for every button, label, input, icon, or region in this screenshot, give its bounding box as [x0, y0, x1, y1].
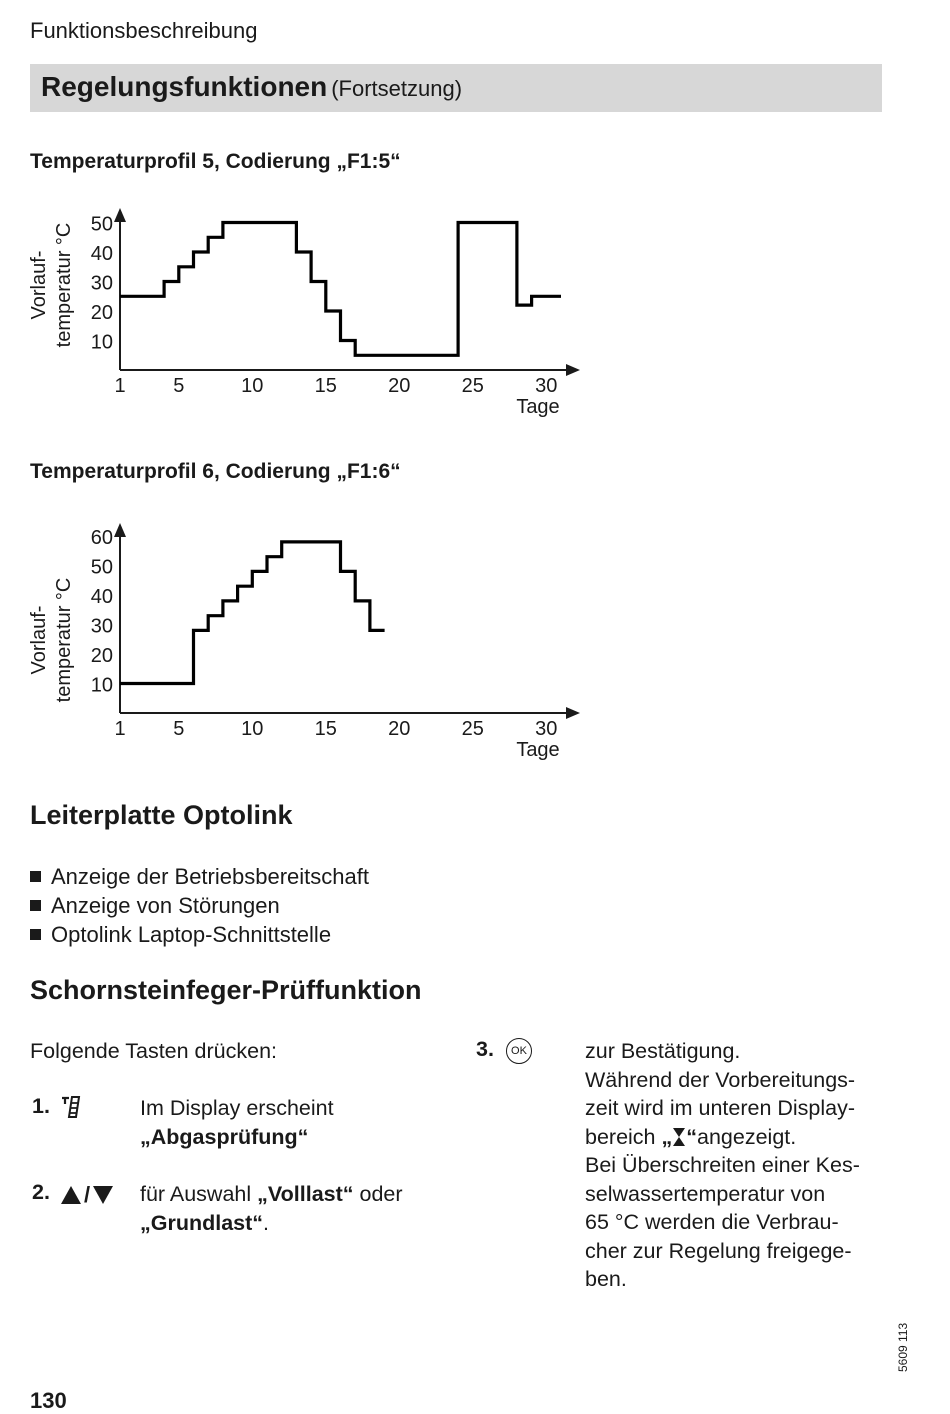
chimney-heading: Schornsteinfeger-Prüffunktion	[30, 975, 422, 1005]
y-tick-label: 50	[90, 213, 113, 236]
x-tick-label: 15	[314, 718, 337, 740]
optolink-heading: Leiterplatte Optolink	[30, 800, 293, 830]
section-title-suffix: (Fortsetzung)	[331, 76, 463, 101]
step1-number: 1.	[32, 1094, 50, 1118]
temperature-profile-line	[120, 542, 385, 684]
y-axis-label-line1: Vorlauf-	[28, 605, 50, 675]
x-tick-label: 10	[241, 718, 264, 740]
running-header: Funktionsbeschreibung	[30, 18, 258, 43]
y-axis-label-line2: temperatur °C	[53, 222, 75, 348]
list-item: Anzeige der Betriebsbereitschaft	[30, 862, 369, 891]
step2-text: für Auswahl „Volllast“ oder „Grundlast“.	[140, 1182, 403, 1235]
arrow-up-icon	[60, 1185, 82, 1205]
x-tick-label: 15	[314, 375, 337, 397]
y-axis-label-line1: Vorlauf-	[28, 250, 50, 320]
step2-keys: /	[60, 1182, 114, 1208]
y-tick-label: 40	[90, 243, 113, 265]
y-tick-label: 30	[90, 615, 113, 638]
x-axis-arrow-icon	[566, 707, 580, 719]
x-tick-label: 5	[173, 375, 185, 397]
x-tick-label: 25	[461, 718, 484, 740]
x-tick-label: 1	[114, 718, 126, 740]
chimney-sweep-key-icon	[60, 1095, 82, 1119]
y-tick-label: 60	[90, 527, 113, 549]
arrow-down-icon	[92, 1185, 114, 1205]
list-item: Optolink Laptop-Schnittstelle	[30, 920, 369, 949]
chimney-intro: Folgende Tasten drücken:	[30, 1039, 278, 1063]
y-axis-arrow-icon	[114, 523, 126, 537]
step2-number: 2.	[32, 1180, 50, 1204]
x-tick-label: 30	[535, 375, 558, 397]
profile5-heading: Temperaturprofil 5, Codierung „F1:5“	[30, 150, 401, 173]
x-axis-arrow-icon	[566, 364, 580, 376]
y-tick-label: 20	[90, 302, 113, 324]
profile5-chart	[0, 200, 600, 425]
bullet-icon	[30, 871, 41, 882]
y-tick-label: 10	[90, 674, 113, 697]
list-item: Anzeige von Störungen	[30, 891, 369, 920]
y-tick-label: 20	[90, 645, 113, 667]
bullet-icon	[30, 929, 41, 940]
section-title: Regelungsfunktionen	[41, 71, 328, 102]
y-tick-label: 40	[90, 586, 113, 608]
step1-text: Im Display erscheint „Abgasprüfung“	[140, 1096, 334, 1149]
x-tick-label: 25	[461, 375, 484, 397]
ok-key-icon: OK	[506, 1038, 532, 1064]
x-tick-label: 1	[114, 375, 126, 397]
x-tick-label: 5	[173, 718, 185, 740]
y-axis-label-line2: temperatur °C	[53, 577, 75, 703]
x-axis-label: Tage	[516, 396, 560, 418]
bullet-icon	[30, 900, 41, 911]
x-tick-label: 10	[241, 375, 264, 397]
hourglass-icon	[672, 1127, 686, 1147]
x-tick-label: 30	[535, 718, 558, 740]
document-code: 5609 113	[896, 1322, 910, 1372]
page-number: 130	[30, 1388, 67, 1413]
section-title-bar	[30, 64, 882, 112]
x-axis-label: Tage	[516, 739, 560, 761]
step3-text: zur Bestätigung. Während der Vorbereitungs- zeit wird im unteren Display- bereich „ “angezeigt. Bei Überschreiten einer Kes- selwassertemperatur von 65 °C werden die Verbrau- cher zur Regelung freigege- ben.	[585, 1039, 860, 1291]
step3-number: 3.	[476, 1037, 494, 1061]
y-tick-label: 50	[90, 556, 113, 579]
x-tick-label: 20	[388, 375, 411, 397]
temperature-profile-line	[120, 223, 561, 356]
profile6-chart	[0, 515, 600, 765]
y-axis-arrow-icon	[114, 208, 126, 222]
y-tick-label: 10	[90, 331, 113, 354]
profile6-heading: Temperaturprofil 6, Codierung „F1:6“	[30, 460, 401, 483]
x-tick-label: 20	[388, 718, 411, 740]
y-tick-label: 30	[90, 272, 113, 295]
optolink-list	[30, 862, 369, 949]
